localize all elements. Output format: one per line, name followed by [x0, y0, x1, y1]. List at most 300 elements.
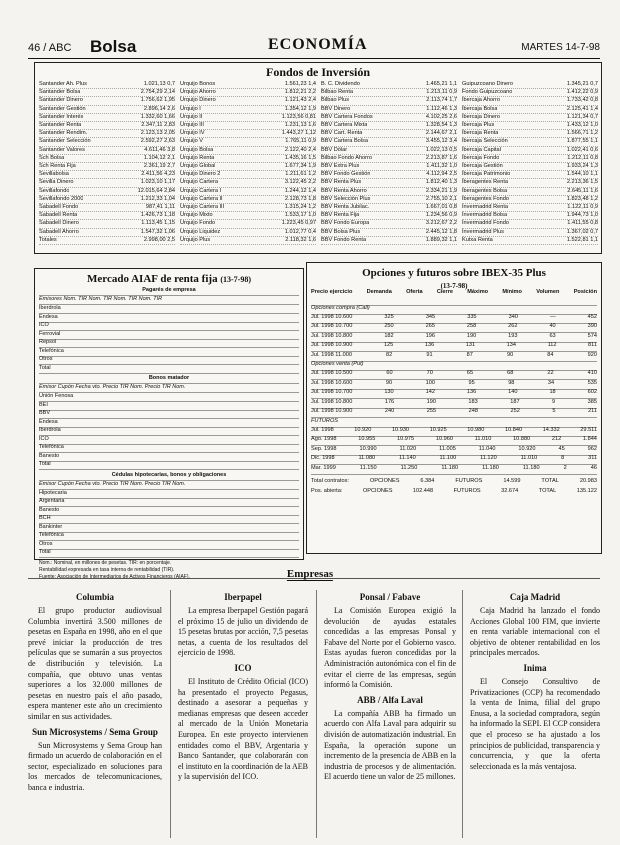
- fund-values: 1.012,77 0,4: [284, 228, 316, 235]
- cell: 14.332: [542, 426, 560, 433]
- fund-values: 1.234,56 0,9: [425, 212, 457, 219]
- fund-row: [321, 188, 457, 196]
- fund-name: Ibercaja Patrimonio: [462, 171, 511, 178]
- cell: 811: [588, 342, 597, 348]
- fund-name: Sch Renta Fija: [39, 163, 76, 170]
- fund-values: 1.756,62 1,95: [140, 97, 175, 104]
- fund-values: 987,41 1,11: [145, 204, 175, 211]
- fund-row: [180, 237, 316, 245]
- fund-name: Urquijo I: [180, 105, 201, 112]
- fund-values: 4.102,25 2,6: [425, 113, 457, 120]
- cell: 187: [510, 398, 520, 405]
- cell: Jul. 1998 10.900: [311, 408, 353, 414]
- cell: Total contratos:: [311, 478, 349, 484]
- cell: Volumen: [536, 289, 560, 295]
- fund-values: 1.123,56 0,81: [281, 113, 316, 120]
- fund-values: 1.121,43 2,4: [284, 97, 316, 104]
- fund-values: 2.445,12 1,8: [425, 228, 457, 235]
- fund-row: [321, 163, 457, 171]
- fund-values: 3.455,12 3,4: [425, 138, 457, 145]
- fund-name: Bilbao Plus: [321, 97, 349, 104]
- fund-row: [180, 163, 316, 171]
- fund-name: Ibercaja Plus: [462, 122, 495, 129]
- fund-name: Santander Selección: [39, 138, 91, 145]
- aiaf-row: Argentaria: [39, 498, 299, 507]
- cell: 252: [510, 408, 520, 414]
- call-row: [311, 342, 597, 352]
- cell: Jul. 1998 10.700: [311, 323, 353, 329]
- article-paragraph: El grupo productor audiovisual Columbia invertirá 3.500 millones de pesetas en España en 1998, año en el que prevé iniciar la producción de tres películas que se sumarán a sus proyectos de distribución y televisión. La compañía, que obtuvo unas ventas superiores a los 32.000 millones de pesetas en nuestro país el año pasado, espera mantener este año un crecimiento similar en sus actividades.: [28, 606, 162, 721]
- fund-name: Urquijo V: [180, 138, 204, 145]
- cell: 2: [563, 464, 567, 471]
- cell: Oferta: [406, 289, 423, 295]
- fund-row: [321, 114, 457, 122]
- cell: 11.250: [400, 464, 418, 471]
- cell: 45: [558, 445, 565, 452]
- cell: 390: [587, 323, 597, 329]
- cell: 65: [466, 370, 474, 376]
- fund-name: Urquijo Cartera I: [180, 187, 222, 194]
- fund-row: [180, 114, 316, 122]
- totals-row: [311, 478, 597, 487]
- fund-row: [462, 122, 598, 130]
- fund-values: 2.896,14 2,6: [143, 105, 175, 112]
- cell: 452: [587, 313, 597, 320]
- cell: 11.120: [480, 455, 497, 461]
- cell: 193: [508, 332, 518, 339]
- article: [324, 592, 456, 691]
- cell: 90: [506, 351, 514, 358]
- fund-name: Urquijo III: [180, 122, 204, 129]
- fund-row: [462, 229, 598, 237]
- fund-name: Bilbao Renta: [321, 89, 354, 96]
- fund-row: [321, 89, 457, 97]
- fund-row: [39, 204, 175, 212]
- cell: 131: [465, 342, 476, 348]
- fund-name: BBV Extra Plus: [321, 163, 360, 170]
- fund-values: 2.123,13 2,05: [140, 130, 175, 137]
- fund-row: [462, 163, 598, 171]
- fund-row: [462, 212, 598, 220]
- aiaf-subtitle: (13-7-98): [220, 275, 251, 284]
- cell: Jul. 1998 10.800: [311, 398, 353, 405]
- fund-values: 4.611,46 3,8: [144, 146, 175, 153]
- article-paragraph: La Comisión Europea exigió la devolución de ayudas estatales concedidas a las empresas Ponsal y Fabave del Norte por el Gobierno vasco. Estas ayudas fueron concedidas por la Administración autonómica con el fin de evitar el cierre de las empresas, según informó la Comisión.: [324, 606, 456, 690]
- fund-row: [180, 179, 316, 187]
- opciones-title-text: Opciones y futuros sobre IBEX-35 Plus: [362, 267, 546, 279]
- fund-name: BBV Cartera Fondos: [321, 113, 373, 120]
- fund-row: [462, 106, 598, 114]
- fund-values: 1.211,61 1,2: [285, 171, 316, 178]
- article: [28, 727, 162, 794]
- aiaf-row: Otros: [39, 356, 299, 365]
- article: [470, 592, 600, 659]
- fund-values: 1.022,41 0,6: [566, 146, 598, 153]
- page-title: ECONOMÍA: [268, 36, 368, 53]
- fund-values: 3.212,67 2,2: [425, 220, 457, 227]
- fund-values: 1.547,32 1,06: [140, 228, 175, 235]
- fund-row: [321, 106, 457, 114]
- fund-row: [462, 138, 598, 146]
- cell: 10.920: [354, 426, 372, 433]
- article-paragraph: La compañía ABB ha firmado un acuerdo con Alfa Laval para adquirir su división de automatización industrial. En España, la operación supone un incremento de la presencia de ABB en la industria de procesos y de alimentación. El acuerdo tiene un valor de 25 millones.: [324, 708, 456, 782]
- fund-name: Urquijo Dinero: [180, 97, 216, 104]
- fondos-col-2: [180, 81, 316, 245]
- fund-values: 1.733,42 0,8: [566, 97, 598, 104]
- call-row: [311, 314, 597, 324]
- fund-name: Ibercaja Gestión: [462, 163, 503, 170]
- fund-name: Sevillabolsa: [39, 171, 69, 178]
- fund-row: [321, 179, 457, 187]
- fund-row: [39, 163, 175, 171]
- fund-values: 2.125,41 1,4: [566, 105, 598, 112]
- cell: 14.599: [503, 478, 521, 484]
- fund-values: 1.367,02 0,7: [566, 228, 598, 235]
- cell: 10.925: [429, 426, 447, 433]
- fund-values: 1.345,21 0,7: [566, 81, 598, 87]
- fund-name: Santander Dinero: [39, 97, 83, 104]
- fund-name: Santander Ah. Plus: [39, 81, 87, 87]
- put-row: [311, 380, 597, 390]
- aiaf-row: Iberdrola: [39, 427, 299, 436]
- cell: Máximo: [467, 289, 489, 295]
- cell: 11.080: [358, 455, 376, 461]
- cell: FUTUROS: [453, 487, 481, 494]
- article-paragraph: La empresa Iberpapel Gestión pagará el próximo 15 de julio un dividendo de 15 pesetas brutas por acción, 7,5 pesetas netas, a cuenta de los resultados del ejercicio de 1998.: [178, 606, 308, 658]
- cell: 262: [508, 323, 518, 329]
- fund-row: [462, 89, 598, 97]
- cell: 535: [587, 379, 597, 386]
- cell: 20.983: [579, 478, 597, 484]
- cell: 125: [383, 342, 394, 348]
- fund-row: [39, 212, 175, 220]
- cell: 574: [587, 332, 597, 339]
- empresas-title: Empresas: [286, 568, 334, 580]
- aiaf-row: Hipotecaria: [39, 490, 299, 499]
- cell: 11.020: [399, 445, 417, 452]
- cell: 11.100: [439, 455, 457, 461]
- aiaf-row: Telefónica: [39, 444, 299, 453]
- cell: 68: [507, 370, 514, 376]
- fund-values: 1.944,73 1,0: [566, 212, 598, 219]
- fund-name: Urquijo Liquidez: [180, 228, 221, 235]
- aiaf-header-row: Emisor Cupón Fecha vto. Precio TIR Nom. Precio TIR Nom.: [39, 481, 299, 490]
- fund-row: [180, 138, 316, 146]
- aiaf-row: Endesa: [39, 314, 299, 323]
- opciones-title: [307, 267, 601, 291]
- article-heading: Caja Madrid: [509, 592, 561, 602]
- fund-name: Bilbao Fondo Ahorro: [321, 154, 372, 161]
- fund-values: 1.411,55 0,8: [567, 220, 598, 227]
- fund-name: Urquijo Renta: [180, 154, 215, 161]
- article-paragraph: Caja Madrid ha lanzado el fondo Acciones Global 100 FIM, que invierte en renta variable internacional con el objetivo de obtener rentabilidad en los principales mercados.: [470, 606, 600, 658]
- fund-values: 2.122,40 2,4: [284, 146, 316, 153]
- cell: 10.920: [518, 445, 536, 452]
- fund-row: [180, 122, 316, 130]
- fund-row: [180, 229, 316, 237]
- fund-name: Sabadell Renta: [39, 212, 78, 219]
- fund-values: 1.411,32 1,0: [426, 163, 457, 170]
- fund-row: [321, 147, 457, 155]
- cell: TOTAL: [538, 487, 557, 494]
- fund-name: BBV Dólar: [321, 146, 348, 153]
- cell: 190: [426, 398, 436, 405]
- article: [324, 695, 456, 783]
- fund-values: 1.023,10 1,17: [140, 179, 175, 186]
- fund-values: 1.877,55 1,1: [566, 138, 598, 145]
- put-row: [311, 370, 597, 380]
- fund-row: [39, 155, 175, 163]
- fund-row: [39, 188, 175, 196]
- fund-values: 1.231,13 1,6: [284, 122, 316, 129]
- cell: Ago. 1998: [311, 436, 337, 442]
- fund-values: 2.754,29 2,14: [140, 89, 175, 96]
- cell: 10.880: [513, 436, 531, 442]
- fund-name: Urquijo Bonos: [180, 81, 216, 87]
- section-name: Bolsa: [90, 37, 137, 56]
- aiaf-section-title: Pagarés de empresa: [39, 287, 299, 296]
- article: [28, 592, 162, 723]
- fund-row: [39, 229, 175, 237]
- fondos-col-1: [39, 81, 175, 245]
- fund-values: 2.213,36 1,5: [566, 179, 598, 186]
- fund-values: 1.435,16 1,5: [284, 154, 316, 161]
- cell: 11.180: [482, 464, 499, 471]
- cell: 136: [424, 342, 435, 348]
- cell: 95: [468, 379, 475, 386]
- fund-name: Sevillafondo: [39, 187, 70, 194]
- article-column-4: [470, 592, 600, 776]
- fund-values: 1.812,21 2,2: [284, 89, 316, 96]
- fund-values: 1.667,01 0,8: [425, 204, 457, 211]
- fund-name: Iberagentes Fondo: [462, 195, 509, 202]
- aiaf-row: Endesa: [39, 419, 299, 428]
- fund-name: BBV Cartera Bolsa: [321, 138, 368, 145]
- call-row: [311, 323, 597, 333]
- fund-row: [321, 196, 457, 204]
- fund-values: 1.315,24 1,2: [284, 204, 316, 211]
- opciones-subtitle: (13-7-98): [440, 282, 468, 290]
- cell: TOTAL: [541, 478, 559, 484]
- fund-row: [39, 130, 175, 138]
- fund-values: 1.765,11 0,9: [285, 138, 316, 145]
- fund-row: [321, 97, 457, 105]
- cell: Precio ejercicio: [311, 289, 353, 295]
- fund-row: [180, 196, 316, 204]
- put-row: [311, 399, 597, 409]
- fund-name: Ibercaja Ahorro: [462, 97, 500, 104]
- fund-values: 4.112,94 2,5: [426, 171, 457, 178]
- fund-name: Urquijo II: [180, 113, 203, 120]
- fund-values: 1.212,11 0,8: [567, 154, 598, 161]
- fund-name: Santander Rendim.: [39, 130, 88, 137]
- fund-values: 1.812,40 1,3: [425, 179, 457, 186]
- fund-row: [462, 171, 598, 179]
- fund-row: [321, 237, 457, 245]
- fund-values: 1.332,60 1,66: [140, 113, 175, 120]
- cell: Cierre: [436, 289, 453, 295]
- article-column-1: [28, 592, 162, 798]
- cell: 10.990: [359, 445, 377, 452]
- fund-name: Invermadrid Fondo: [462, 220, 509, 227]
- aiaf-footnote: Rentabilidad expresada en tasa interna de rentabilidad (TIR).: [39, 566, 175, 573]
- aiaf-row: BCH: [39, 515, 299, 524]
- aiaf-title: [35, 273, 303, 285]
- fund-values: 2.213,87 1,6: [425, 154, 457, 161]
- fund-values: 2.113,74 1,7: [426, 97, 457, 104]
- cell: Jul. 1998: [311, 426, 334, 433]
- fund-name: Invermadrid Renta: [462, 204, 509, 211]
- cell: 130: [384, 389, 394, 395]
- fund-name: Urquijo Global: [180, 163, 216, 170]
- fund-values: 1.465,21 1,1: [425, 81, 457, 87]
- aiaf-row: Ferrovial: [39, 331, 299, 340]
- aiaf-row: Total: [39, 365, 299, 374]
- fund-values: 1.433,12 1,0: [566, 122, 598, 129]
- fund-name: Iberagentes Bolsa: [462, 187, 508, 194]
- cell: 11.040: [478, 445, 496, 452]
- fund-name: Sevilla Dinero: [39, 179, 74, 186]
- fund-values: 1.223,45 0,97: [281, 220, 316, 227]
- cell: 136: [466, 389, 477, 395]
- fund-row: [180, 212, 316, 220]
- fund-row: [321, 138, 457, 146]
- cell: 11.150: [359, 464, 377, 471]
- article: [178, 663, 308, 783]
- cell: 8: [561, 455, 565, 461]
- aiaf-row: Unión Fenosa: [39, 393, 299, 402]
- aiaf-row: ICO: [39, 436, 299, 445]
- fund-name: Iberagentes Renta: [462, 179, 509, 186]
- cell: Jul. 1998 10.700: [311, 389, 353, 395]
- fund-name: Sevillafondo 2000: [39, 195, 84, 202]
- futuro-row: [311, 436, 597, 446]
- fund-row: [462, 204, 598, 212]
- totals-row: [311, 488, 597, 497]
- fund-values: 1.104,12 2,1: [143, 154, 175, 161]
- fund-row: [39, 237, 175, 245]
- fund-row: [39, 114, 175, 122]
- cell: Jul. 1998 10.600: [311, 379, 353, 386]
- cell: 90: [385, 379, 393, 386]
- cell: 140: [508, 389, 518, 395]
- article-heading: Sun Microsystems / Sema Group: [32, 726, 158, 737]
- cell: Dic. 1998: [311, 455, 335, 461]
- fund-row: [462, 114, 598, 122]
- fund-values: 1.889,32 1,1: [425, 236, 457, 243]
- cell: 32.674: [501, 487, 519, 494]
- article-paragraph: El Consejo Consultivo de Privatizaciones (CCP) ha recomendado la venta de Inima, filial del grupo Enusa, a la sociedad compradora, según ha informado la SEPI. El CCP considera que el proceso se ha ajustado a los principios de publicidad, transparencia y concurrencia, y que la oferta seleccionada es la más ventajosa.: [470, 676, 600, 771]
- article-heading: Iberpapel: [224, 592, 262, 602]
- fondos-title: Fondos de Inversión: [265, 65, 371, 79]
- fund-row: [39, 220, 175, 228]
- fund-values: 1.121,34 0,7: [566, 113, 598, 120]
- cell: 10.975: [397, 436, 415, 442]
- fondos-col-3: [321, 81, 457, 245]
- cell: 212: [551, 436, 562, 442]
- cell: 40: [549, 323, 556, 329]
- cell: Mar. 1999: [311, 464, 336, 471]
- fund-values: 1.022,13 0,5: [425, 146, 457, 153]
- fund-name: Sabadell Fondo: [39, 204, 79, 211]
- cell: —: [549, 313, 556, 320]
- fund-name: BBV Fondo Gestión: [321, 171, 371, 178]
- fund-name: Invermadrid Bolsa: [462, 212, 508, 219]
- cell: 135.122: [576, 487, 597, 494]
- article-paragraph: El Instituto de Crédito Oficial (ICO) ha presentado el proyecto Pegasus, destinado a asesorar a pequeñas y medianas empresas que deseen acceder al mercado de la Unión Monetaria Europea. En este proyecto intervienen entidades como el BBV, Argentaria y Banco Santander, que colaborarán con el instituto en la coordinación de la AEB y la supervisión del ICO.: [178, 676, 308, 782]
- cell: 311: [588, 455, 597, 461]
- futuro-row: [311, 446, 597, 456]
- cell: 10.960: [435, 436, 453, 442]
- cell: Posición: [573, 289, 597, 295]
- cell: Jul. 1998 10.800: [311, 332, 353, 339]
- cell: Jul. 1998 10.600: [311, 313, 353, 320]
- fund-name: Ibercaja Fondo: [462, 154, 500, 161]
- fund-name: BBV Renta Ahorro: [321, 187, 367, 194]
- page-number: 46 / ABC: [28, 42, 72, 54]
- fund-row: [39, 81, 175, 89]
- fund-name: Urquijo Cartera: [180, 179, 218, 186]
- fund-row: [39, 147, 175, 155]
- fund-name: Ibercaja Capital: [462, 146, 501, 153]
- fund-name: Santander Gestión: [39, 105, 86, 112]
- fund-row: [462, 81, 598, 89]
- fund-values: 1.354,12 1,9: [284, 105, 316, 112]
- cell: 258: [466, 323, 477, 329]
- aiaf-header-row: Emisores Nom. TIR Nom. TIR Nom. TIR Nom. TIR: [39, 296, 299, 305]
- fund-name: Urquijo Fondo: [180, 220, 216, 227]
- futuros-label: FUTUROS: [311, 418, 597, 428]
- cell: 29.511: [580, 426, 597, 433]
- fund-row: [321, 229, 457, 237]
- aiaf-table: [34, 268, 304, 580]
- cell: 248: [468, 408, 478, 414]
- fund-row: [39, 171, 175, 179]
- fund-row: [39, 196, 175, 204]
- cell: 325: [384, 313, 394, 320]
- fund-name: Kutxa Renta: [462, 236, 493, 243]
- cell: 335: [467, 313, 477, 320]
- cell: 10.840: [504, 426, 523, 433]
- fund-values: 1.021,13 0,7: [143, 81, 175, 87]
- cell: 10.930: [391, 426, 410, 433]
- fund-row: [462, 97, 598, 105]
- cell: 11.005: [439, 445, 456, 452]
- cell: 182: [384, 332, 394, 339]
- fund-row: [462, 237, 598, 245]
- cell: 22: [547, 370, 554, 376]
- fund-values: 1.677,34 1,9: [284, 163, 316, 170]
- fondos-inversion-table: [34, 62, 602, 254]
- cell: 255: [426, 408, 437, 414]
- fund-values: 1.566,71 1,2: [566, 130, 598, 137]
- cell: 34: [547, 379, 555, 386]
- cell: 63: [549, 332, 556, 339]
- cell: 60: [386, 370, 393, 376]
- cell: 84: [547, 351, 554, 358]
- fund-name: Ibercaja Bolsa: [462, 105, 498, 112]
- fund-values: 1.328,54 1,3: [425, 122, 457, 129]
- cell: 345: [425, 313, 436, 320]
- fund-values: 1.443,27 1,12: [281, 130, 316, 137]
- fund-row: [39, 89, 175, 97]
- fund-name: Santander Renta: [39, 122, 82, 129]
- aiaf-section-title: Cédulas hipotecarias, bonos y obligaciones: [39, 472, 299, 481]
- aiaf-title-text: Mercado AIAF de renta fija: [87, 273, 218, 285]
- cell: 11.010: [474, 436, 492, 442]
- calls-label: Opciones compra (Call): [311, 305, 597, 315]
- fund-row: [39, 138, 175, 146]
